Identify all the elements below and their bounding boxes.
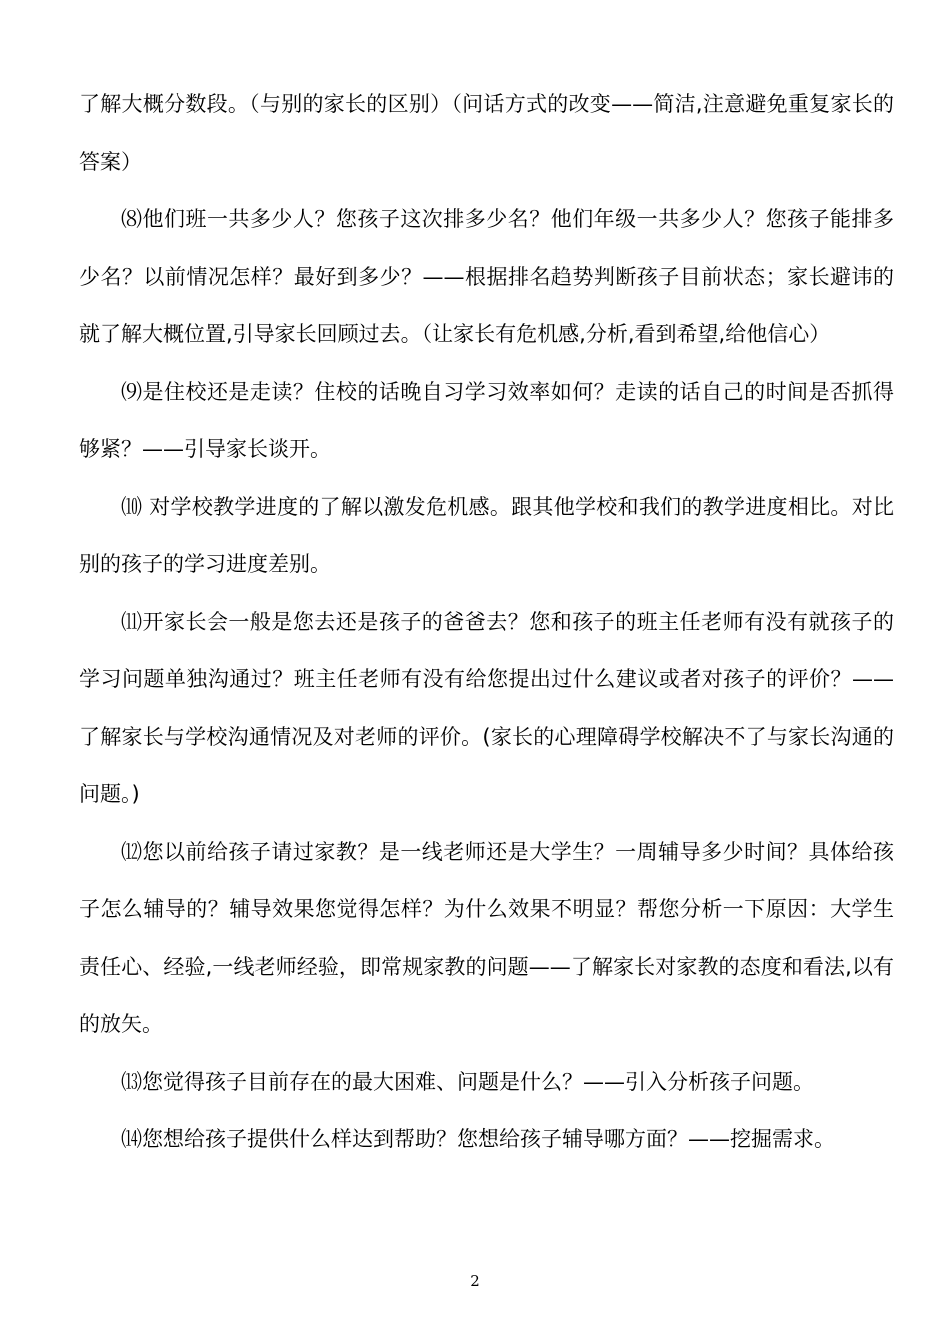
paragraph-item-14: ⒁您想给孩子提供什么样达到帮助？您想给孩子辅导哪方面？——挖掘需求。 — [121, 1127, 835, 1151]
paragraph-item-11: ⑾开家长会一般是您去还是孩子的爸爸去？您和孩子的班主任老师有没有就孩子的学习问题单独沟通过？班主任老师有没有给您提出过什么建议或者对孩子的评价？——了解家长与学校沟通情况及对老师的评价。(家长的心理障碍学校解决不了与家长沟通的问题。) — [79, 609, 894, 806]
paragraph-item-9: ⑼是住校还是走读？住校的话晚自习学习效率如何？走读的话自己的时间是否抓得够紧？——引导家长谈开。 — [79, 379, 894, 461]
paragraph-item-8: ⑻他们班一共多少人？您孩子这次排多少名？他们年级一共多少人？您孩子能排多少名？以前情况怎样？最好到多少？——根据排名趋势判断孩子目前状态；家长避讳的就了解大概位置,引导家长回顾过去。（让家长有危机感,分析,看到希望,给他信心） — [79, 207, 894, 346]
paragraph-item-13: ⒀您觉得孩子目前存在的最大困难、问题是什么？——引入分析孩子问题。 — [121, 1069, 814, 1094]
document-body — [79, 76, 894, 1169]
page-number: 2 — [470, 1272, 480, 1290]
paragraph-continuation: 了解大概分数段。（与别的家长的区别）（问话方式的改变——简洁,注意避免重复家长的答案） — [79, 92, 894, 174]
paragraph-item-12: ⑿您以前给孩子请过家教？是一线老师还是大学生？一周辅导多少时间？具体给孩子怎么辅导的？辅导效果您觉得怎样？为什么效果不明显？帮您分析一下原因：大学生责任心、经验,一线老师经验，即常规家教的问题——了解家长对家教的态度和看法,以有的放矢。 — [79, 839, 894, 1036]
paragraph-item-10: ⑽ 对学校教学进度的了解以激发危机感。跟其他学校和我们的教学进度相比。对比别的孩子的学习进度差别。 — [79, 494, 894, 576]
